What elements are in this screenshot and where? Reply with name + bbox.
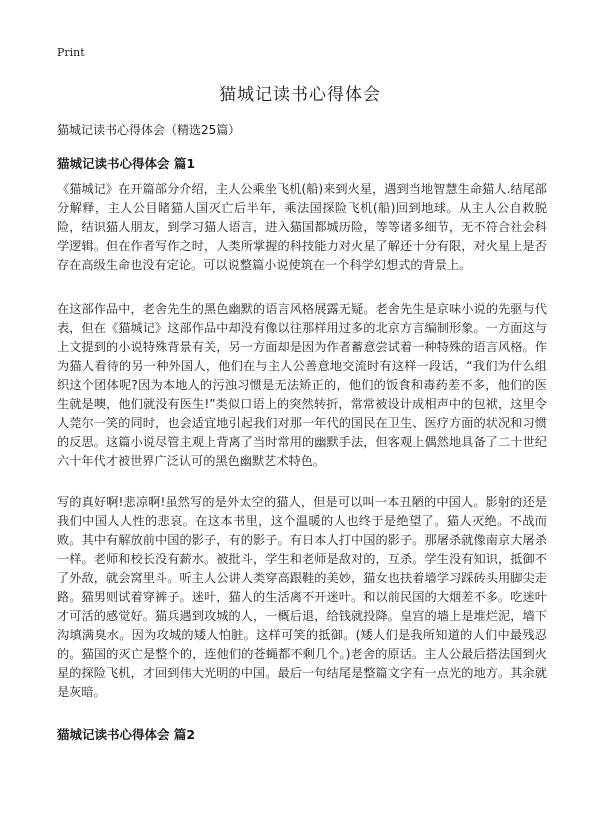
document-title: 猫城记读书心得体会 xyxy=(219,85,381,105)
section-1-paragraph-1: 《猫城记》在开篇部分介绍，主人公乘坐飞机(船)来到火星，遇到当地智慧生命猫人.结尾部分解释，主人公目睹猫人国灭亡后半年，乘法国探险飞机(船)回到地球。从主人公自救脱险，结识猫人朋友，到学习猫人语言，进入猫国都城历险，等等诸多细节，无不符合社会科学逻辑。但在作者写作之时，人类所掌握的科技能力对火星了解还十分有限，对火星上是否存在高级生命也没有定论。可以说整篇小说使筑在一个科学幻想式的背景上。 xyxy=(57,182,547,272)
section-heading-1: 猫城记读书心得体会 篇1 xyxy=(57,156,196,171)
print-link[interactable]: Print xyxy=(57,46,85,59)
section-heading-2: 猫城记读书心得体会 篇2 xyxy=(57,727,196,742)
section-1-paragraph-2: 在这部作品中，老舍先生的黑色幽默的语言风格展露无疑。老舍先生是京味小说的先驱与代表，但在《猫城记》这部作品中却没有像以往那样用过多的北京方言编制形象。一方面这与上文提到的小说特殊背景有关，另一方面却是因为作者蓄意尝试着一种特殊的语言风格。作为猫人看待的另一种外国人，他们在与主人公善意地交流时有这样一段话，“我们为什么组织这个团体呢?因为本地人的污浊习惯是无法矫正的，他们的饭食和毒药差不多，他们的医生就是噢，他们就没有医生!”类似口语上的突然转折，常常被设计成相声中的包袱，这里令人莞尔一笑的同时，也会适宜地引起我们对那一年代的国民在卫生、医疗方面的状况和习惯的反思。这篇小说尽管主观上背离了当时常用的幽默手法，但客观上偶然地具备了二十世纪六十年代才被世界广泛认可的黑色幽默艺术特色。 xyxy=(57,302,547,468)
section-1-paragraph-3: 写的真好啊!悲凉啊!虽然写的是外太空的猫人，但是可以叫一本丑陋的中国人。影射的还是我们中国人人性的悲哀。在这本书里，这个温暖的人也终于是绝望了。猫人灭绝。不战而败。其中有解放前中国的影子，有的影子。有日本人打中国的影子。那屠杀就像南京大屠杀一样。老师和校长没有薪水。被批斗，学生和老师是敌对的，互杀。学生没有知识，抵御不了外敌，就会窝里斗。听主人公讲人类穿高跟鞋的美妙，猫女也扶着墙学习踩砖头用脚尖走路。猫男则试着穿裤子。迷叶，猫人的生活离不开迷叶。和以前民国的大烟差不多。吃迷叶才可活的感觉好。猫兵遇到攻城的人，一概后退，给钱就投降。皇宫的墙上是堆烂泥，墙下沟填满臭水。因为攻城的矮人怕脏。这样可笑的抵御。(矮人们是我所知道的人们中最残忍的。猫国的灭亡是整个的，连他们的苍蝇都不剩几个。)老舍的原话。主人公最后搭法国到火星的探险飞机，才回到伟大光明的中国。最后一句结尾是整篇文字有一点光的地方。其余就是灰暗。 xyxy=(57,495,547,699)
document-subtitle: 猫城记读书心得体会（精选25篇） xyxy=(57,123,241,137)
